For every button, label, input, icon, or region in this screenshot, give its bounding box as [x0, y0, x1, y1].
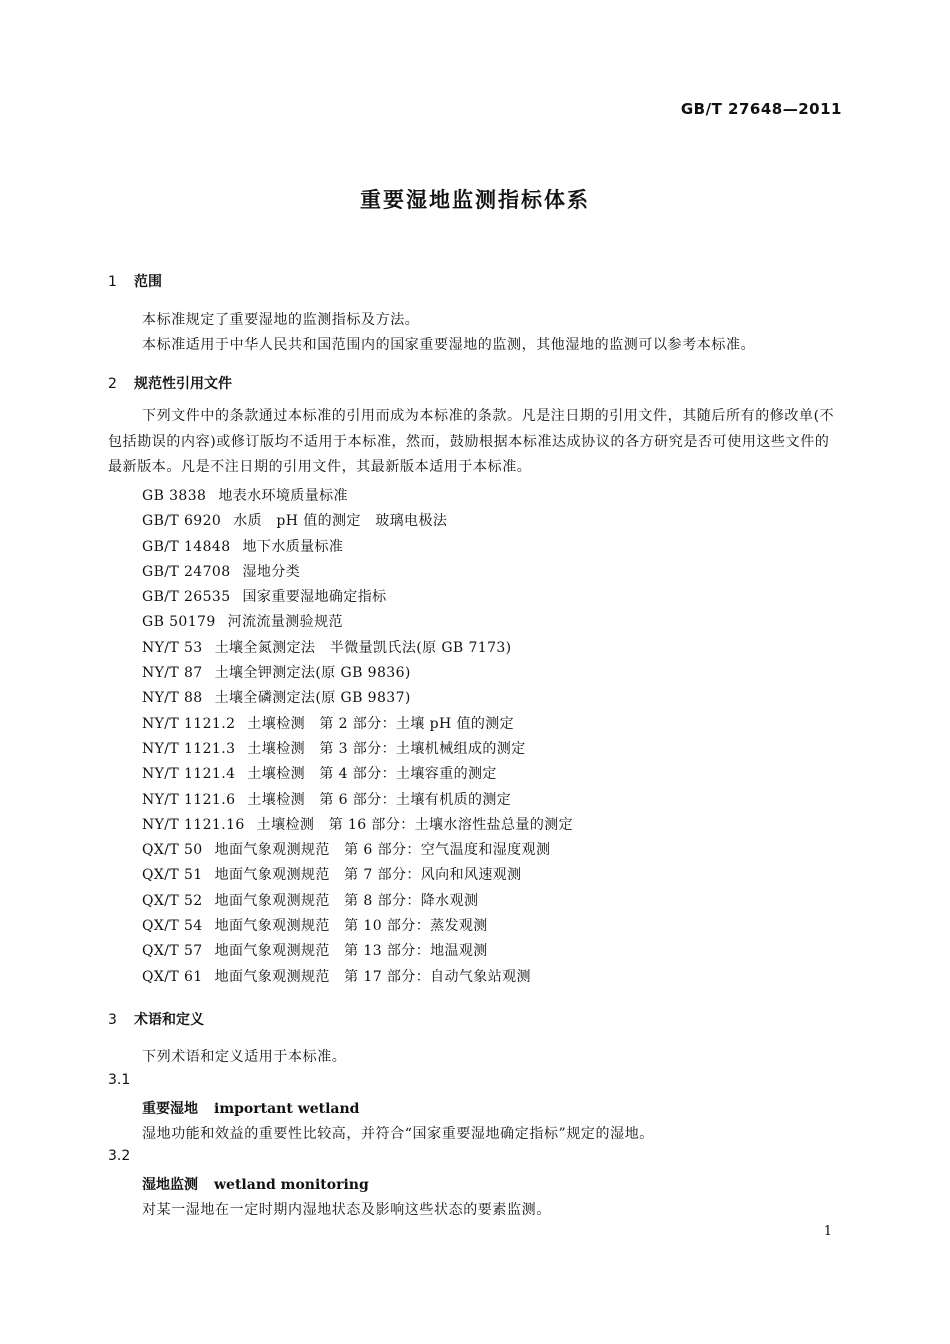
reference-list — [142, 484, 573, 990]
reference-code: NY/T 1121.4 — [142, 766, 236, 783]
reference-code: QX/T 54 — [142, 918, 203, 935]
paragraph: 本标准规定了重要湿地的监测指标及方法。 — [142, 312, 420, 328]
section-number: 2 — [108, 376, 117, 392]
reference-title: 土壤检测 第 4 部分：土壤容重的测定 — [247, 766, 497, 783]
term-number: 3.2 — [108, 1148, 131, 1164]
reference-item — [142, 813, 573, 838]
reference-code: GB/T 14848 — [142, 538, 231, 555]
reference-code: GB/T 26535 — [142, 589, 231, 606]
term-number: 3.1 — [108, 1072, 131, 1088]
section-3-heading — [108, 1009, 204, 1029]
section-number: 1 — [108, 274, 117, 290]
reference-title: 地表水环境质量标准 — [218, 488, 348, 504]
reference-code: NY/T 1121.3 — [142, 740, 236, 757]
reference-item — [142, 585, 573, 610]
reference-title: 地面气象观测规范 第 7 部分：风向和风速观测 — [214, 867, 522, 884]
reference-title: 土壤全钾测定法(原 GB 9836) — [214, 665, 411, 682]
reference-title: 水质 pH 值的测定 玻璃电极法 — [233, 513, 448, 530]
reference-title: 地下水质量标准 — [242, 538, 344, 555]
reference-item — [142, 560, 573, 585]
reference-code: GB/T 6920 — [142, 513, 222, 530]
section-1-heading — [108, 271, 162, 291]
reference-code: NY/T 1121.6 — [142, 791, 236, 808]
reference-code: NY/T 1121.2 — [142, 715, 236, 732]
reference-item — [142, 484, 573, 509]
section-2-intro: 下列文件中的条款通过本标准的引用而成为本标准的条款。凡是注日期的引用文件，其随后所有的修改单(不包括勘误的内容)或修订版均不适用于本标准，然而，鼓励根据本标准达成协议的各方研究是否可使用这些文件的最新版本。凡是不注日期的引用文件，其最新版本适用于本标准。 — [108, 408, 835, 475]
term-heading — [142, 1174, 369, 1194]
reference-title: 地面气象观测规范 第 8 部分：降水观测 — [214, 892, 479, 909]
term-zh: 湿地监测 — [142, 1177, 198, 1193]
reference-title: 国家重要湿地确定指标 — [242, 589, 387, 606]
reference-code: GB 50179 — [142, 614, 216, 631]
reference-item — [142, 661, 573, 686]
reference-code: GB 3838 — [142, 488, 207, 504]
reference-item — [142, 838, 573, 863]
reference-code: QX/T 61 — [142, 968, 203, 985]
term-en: wetland monitoring — [214, 1177, 369, 1193]
reference-code: NY/T 87 — [142, 665, 203, 682]
reference-title: 地面气象观测规范 第 6 部分：空气温度和湿度观测 — [214, 842, 551, 859]
reference-item — [142, 712, 573, 737]
reference-item — [142, 509, 573, 534]
reference-item — [142, 788, 573, 813]
reference-item — [142, 636, 573, 661]
reference-title: 地面气象观测规范 第 10 部分：蒸发观测 — [214, 918, 488, 935]
standard-code: GB/T 27648—2011 — [680, 100, 842, 118]
term-zh: 重要湿地 — [142, 1101, 198, 1117]
reference-title: 土壤检测 第 3 部分：土壤机械组成的测定 — [247, 740, 526, 757]
reference-title: 地面气象观测规范 第 13 部分：地温观测 — [214, 943, 488, 960]
reference-code: NY/T 53 — [142, 639, 203, 656]
reference-code: QX/T 50 — [142, 842, 203, 859]
reference-item — [142, 762, 573, 787]
reference-item — [142, 914, 573, 939]
reference-code: NY/T 88 — [142, 690, 203, 707]
reference-title: 土壤全磷测定法(原 GB 9837) — [214, 690, 411, 707]
term-definition: 对某一湿地在一定时期内湿地状态及影响这些状态的要素监测。 — [142, 1202, 551, 1218]
reference-code: QX/T 51 — [142, 867, 203, 884]
reference-item — [142, 939, 573, 964]
reference-title: 河流流量测验规范 — [227, 614, 343, 631]
reference-title: 土壤检测 第 6 部分：土壤有机质的测定 — [247, 791, 512, 808]
reference-code: NY/T 1121.16 — [142, 816, 245, 833]
term-heading — [142, 1098, 359, 1118]
reference-item — [142, 535, 573, 560]
reference-title: 土壤检测 第 16 部分：土壤水溶性盐总量的测定 — [256, 816, 574, 833]
section-number: 3 — [108, 1012, 117, 1028]
reference-code: GB/T 24708 — [142, 563, 231, 580]
paragraph: 下列术语和定义适用于本标准。 — [142, 1049, 347, 1065]
reference-item — [142, 965, 573, 990]
reference-item — [142, 863, 573, 888]
reference-item — [142, 610, 573, 635]
section-title: 范围 — [134, 274, 162, 290]
reference-title: 土壤检测 第 2 部分：土壤 pH 值的测定 — [247, 715, 515, 732]
reference-item — [142, 737, 573, 762]
reference-code: QX/T 52 — [142, 892, 203, 909]
reference-code: QX/T 57 — [142, 943, 203, 960]
reference-title: 湿地分类 — [242, 563, 301, 580]
section-title: 术语和定义 — [134, 1012, 204, 1028]
section-2-heading — [108, 373, 232, 393]
term-definition: 湿地功能和效益的重要性比较高，并符合“国家重要湿地确定指标”规定的湿地。 — [142, 1126, 654, 1142]
reference-title: 地面气象观测规范 第 17 部分：自动气象站观测 — [214, 968, 531, 985]
reference-title: 土壤全氮测定法 半微量凯氏法(原 GB 7173) — [214, 639, 512, 656]
reference-item — [142, 889, 573, 914]
document-title: 重要湿地监测指标体系 — [360, 188, 590, 212]
term-en: important wetland — [214, 1101, 360, 1117]
paragraph: 本标准适用于中华人民共和国范围内的国家重要湿地的监测，其他湿地的监测可以参考本标准。 — [142, 337, 756, 353]
section-title: 规范性引用文件 — [134, 376, 232, 392]
reference-item — [142, 686, 573, 711]
page-number: 1 — [823, 1224, 832, 1239]
